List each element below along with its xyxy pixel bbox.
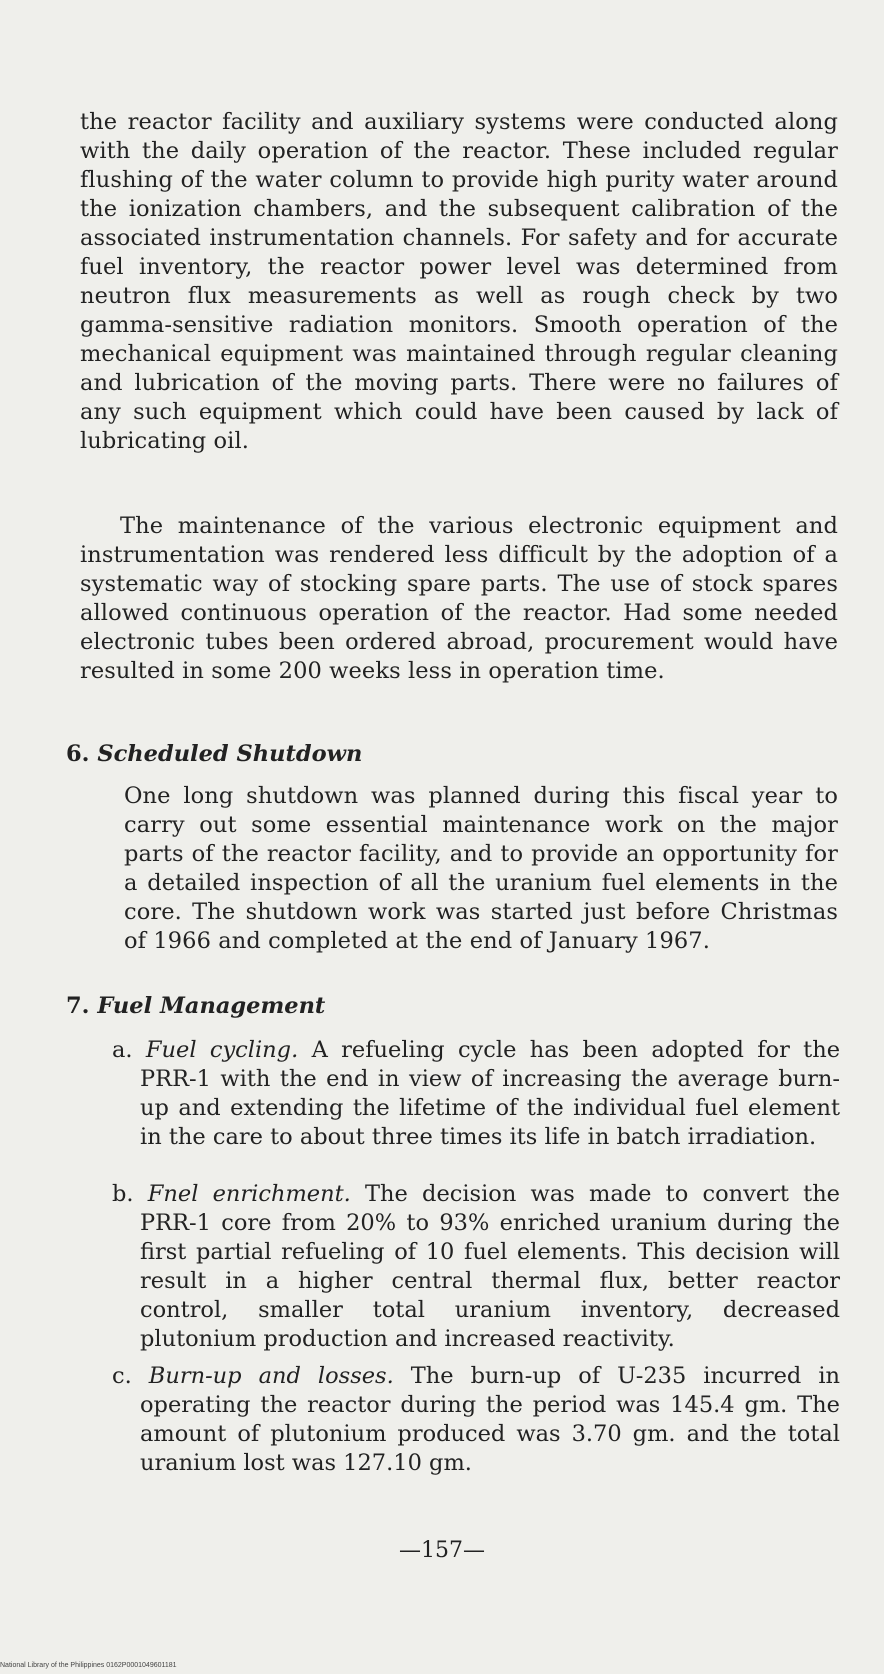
fuel-item-a-term: Fuel cycling. — [145, 1037, 299, 1063]
intro-paragraph: the reactor facility and auxiliary systems were conducted along with the daily operation of the reactor. These included regular flushing of the water column to provide high purity water around the ionization chambers, and the subsequent calibration of the associated instrumentation channels. For safety and for accurate fuel inventory, the reactor power level was determined from neutron flux measurements as well as rough check by two gamma-sensitive radiation monitors. Smooth operation of the mechanical equipment was maintained through regular cleaning and lubrication of the moving parts. There were no failures of any such equipment which could have been caused by lack of lubricating oil. — [80, 109, 838, 454]
section-7-title: Fuel Management — [97, 993, 326, 1019]
page-number: —157— — [399, 1538, 485, 1563]
library-footer-stamp: National Library of the Philippines 0162P0001049601181 — [0, 1662, 177, 1669]
fuel-item-a — [112, 1036, 840, 1152]
fuel-item-a-label: a. — [112, 1037, 133, 1063]
fuel-item-b-term: Fnel enrichment. — [147, 1181, 351, 1207]
fuel-item-b-text: The decision was made to convert the PRR-1 core from 20% to 93% enriched uranium during the first partial refueling of 10 fuel elements. This decision will result in a higher central thermal flux, better reactor control, smaller total uranium inventory, decreased plutonium production and increased reactivity. — [140, 1181, 840, 1352]
maintenance-paragraph: The maintenance of the various electronic equipment and instrumentation was rendered less difficult by the adoption of a systematic way of stocking spare parts. The use of stock spares allowed continuous operation of the reactor. Had some needed electronic tubes been ordered abroad, procurement would have resulted in some 200 weeks less in operation time. — [80, 513, 838, 684]
fuel-item-c-label: c. — [112, 1363, 132, 1389]
fuel-item-b — [112, 1180, 840, 1354]
section-6-body: One long shutdown was planned during this fiscal year to carry out some essential maintenance work on the major parts of the reactor facility, and to provide an opportunity for a detailed inspection of all the uranium fuel elements in the core. The shutdown work was started just before Christmas of 1966 and completed at the end of January 1967. — [124, 783, 838, 954]
section-7-number: 7. — [66, 993, 90, 1019]
section-6-number: 6. — [66, 741, 90, 767]
fuel-item-b-label: b. — [112, 1181, 134, 1207]
fuel-item-a-text: A refueling cycle has been adopted for the PRR-1 with the end in view of increasing the average burn-up and extending the lifetime of the individual fuel element in the care to about three times its life in batch irradiation. — [140, 1037, 841, 1150]
fuel-item-c — [112, 1362, 840, 1478]
fuel-item-c-term: Burn-up and losses. — [148, 1363, 394, 1389]
section-6-title: Scheduled Shutdown — [97, 741, 363, 767]
fuel-item-c-text: The burn-up of U-235 incurred in operating the reactor during the period was 145.4 gm. The amount of plutonium produced was 3.70 gm. and the total uranium lost was 127.10 gm. — [140, 1363, 841, 1476]
section-7-heading — [66, 992, 325, 1021]
section-6-heading — [66, 740, 362, 769]
